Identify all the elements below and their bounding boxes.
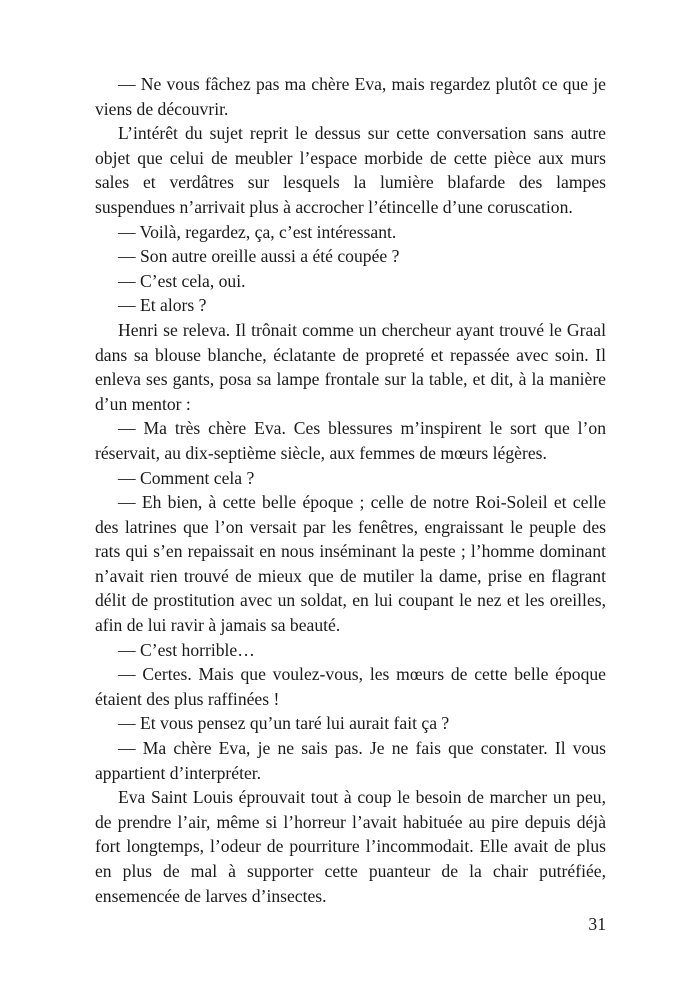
paragraph: Eva Saint Louis éprouvait tout à coup le besoin de marcher un peu, de prendre l’air, même si l’horreur l’avait habituée au pire depuis déjà fort longtemps, l’odeur de pourriture l’incommodait. Elle avait de plus en plus de mal à supporter cette puanteur de la chair putréfiée, ensemencée de larves d’insectes. bbox=[95, 787, 606, 906]
paragraph: — Ma chère Eva, je ne sais pas. Je ne fais que constater. Il vous appartient d’interpréter. bbox=[95, 738, 606, 783]
paragraph: — Ma très chère Eva. Ces blessures m’inspirent le sort que l’on réservait, au dix-septième siècle, aux femmes de mœurs légères. bbox=[95, 418, 606, 463]
paragraph: — Ne vous fâchez pas ma chère Eva, mais regardez plutôt ce que je viens de découvrir. bbox=[95, 74, 606, 119]
paragraph: L’intérêt du sujet reprit le dessus sur cette conversation sans autre objet que celui de meubler l’espace morbide de cette pièce aux murs sales et verdâtres sur lesquels la lumière blafarde des lampes suspendues n’arrivait plus à accrocher l’étincelle d’une coruscation. bbox=[95, 123, 606, 217]
paragraph: — Certes. Mais que voulez-vous, les mœurs de cette belle époque étaient des plus raffinées ! bbox=[95, 664, 606, 709]
paragraph: — Et alors ? bbox=[118, 295, 207, 316]
paragraph: — C’est cela, oui. bbox=[118, 270, 246, 291]
paragraph: — Et vous pensez qu’un taré lui aurait fait ça ? bbox=[118, 713, 450, 734]
paragraph: — Son autre oreille aussi a été coupée ? bbox=[118, 246, 400, 267]
paragraph: Henri se releva. Il trônait comme un chercheur ayant trouvé le Graal dans sa blouse blanche, éclatante de propreté et repassée avec soin. Il enleva ses gants, posa sa lampe frontale sur la table, et dit, à la manière d’un mentor : bbox=[95, 319, 606, 414]
paragraph: — C’est horrible… bbox=[118, 639, 255, 660]
page-body bbox=[95, 72, 606, 908]
paragraph: — Eh bien, à cette belle époque ; celle de notre Roi-Soleil et celle des latrines que l’on versait par les fenêtres, engraissant le peuple des rats qui s’en repaissait en nous inséminant la peste ; l’homme dominant n’avait rien trouvé de mieux que de mutiler la dame, prise en flagrant délit de prostitution avec un soldat, en lui coupant le nez et les oreilles, afin de lui ravir à jamais sa beauté. bbox=[95, 492, 606, 636]
paragraph: — Comment cela ? bbox=[118, 467, 255, 488]
paragraph: — Voilà, regardez, ça, c’est intéressant. bbox=[118, 221, 397, 242]
page-number: 31 bbox=[588, 914, 606, 934]
